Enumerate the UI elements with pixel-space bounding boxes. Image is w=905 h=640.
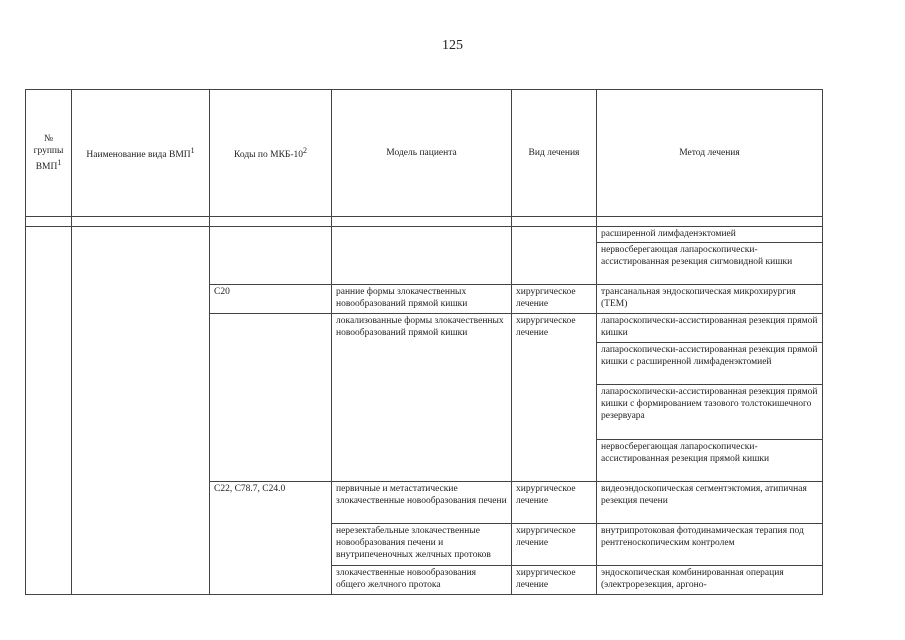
group-number-cell (26, 227, 72, 595)
treatment-cell: хирургическое лечение (512, 482, 597, 524)
method-cell: трансанальная эндоскопическая микрохирургия (ТЕМ) (597, 285, 823, 314)
treatment-cell: хирургическое лечение (512, 314, 597, 482)
method-cell: лапароскопически-ассистированная резекция прямой кишки (597, 314, 823, 343)
treatment-table (25, 89, 823, 595)
method-cell: нервосберегающая лапароскопически-ассистированная резекция прямой кишки (597, 440, 823, 482)
header-patient-model: Модель пациента (332, 90, 512, 217)
table-spacer-row (26, 217, 823, 227)
treatment-cell: хирургическое лечение (512, 524, 597, 566)
codes-cell: C22, C78.7, C24.0 (210, 482, 332, 595)
table-header-row (26, 90, 823, 217)
header-treatment-type: Вид лечения (512, 90, 597, 217)
method-cell: лапароскопически-ассистированная резекция прямой кишки с формированием тазового толстокишечного резервуара (597, 385, 823, 440)
model-cell: первичные и метастатические злокачественные новообразования печени (332, 482, 512, 524)
method-cell: лапароскопически-ассистированная резекция прямой кишки с расширенной лимфаденэктомией (597, 343, 823, 385)
codes-cell: C20 (210, 285, 332, 314)
page-number: 125 (442, 38, 463, 53)
method-cell: эндоскопическая комбинированная операция (электрорезекция, аргоно- (597, 566, 823, 595)
model-cell: нерезектабельные злокачественные новообразования печени и внутрипеченочных желчных протоков (332, 524, 512, 566)
model-cell: злокачественные новообразования общего желчного протока (332, 566, 512, 595)
method-cell: расширенной лимфаденэктомией (597, 227, 823, 243)
header-treatment-method: Метод лечения (597, 90, 823, 217)
codes-cell (210, 314, 332, 482)
model-cell (332, 227, 512, 285)
treatment-cell: хирургическое лечение (512, 566, 597, 595)
method-cell: нервосберегающая лапароскопически-ассистированная резекция сигмовидной кишки (597, 243, 823, 285)
table-row (26, 227, 823, 243)
method-cell: видеоэндоскопическая сегментэктомия, атипичная резекция печени (597, 482, 823, 524)
codes-cell (210, 227, 332, 285)
method-cell: внутрипротоковая фотодинамическая терапия под рентгеноскопическим контролем (597, 524, 823, 566)
header-group-number: № группы ВМП$^1$ (26, 90, 72, 217)
vmp-name-cell (72, 227, 210, 595)
treatment-cell: хирургическое лечение (512, 285, 597, 314)
treatment-cell (512, 227, 597, 285)
model-cell: ранние формы злокачественных новообразований прямой кишки (332, 285, 512, 314)
header-icd-codes: Коды по МКБ-$10^2$ (210, 90, 332, 217)
model-cell: локализованные формы злокачественных новообразований прямой кишки (332, 314, 512, 482)
header-vmp-name: Наименование вида ВМП$^1$ (72, 90, 210, 217)
